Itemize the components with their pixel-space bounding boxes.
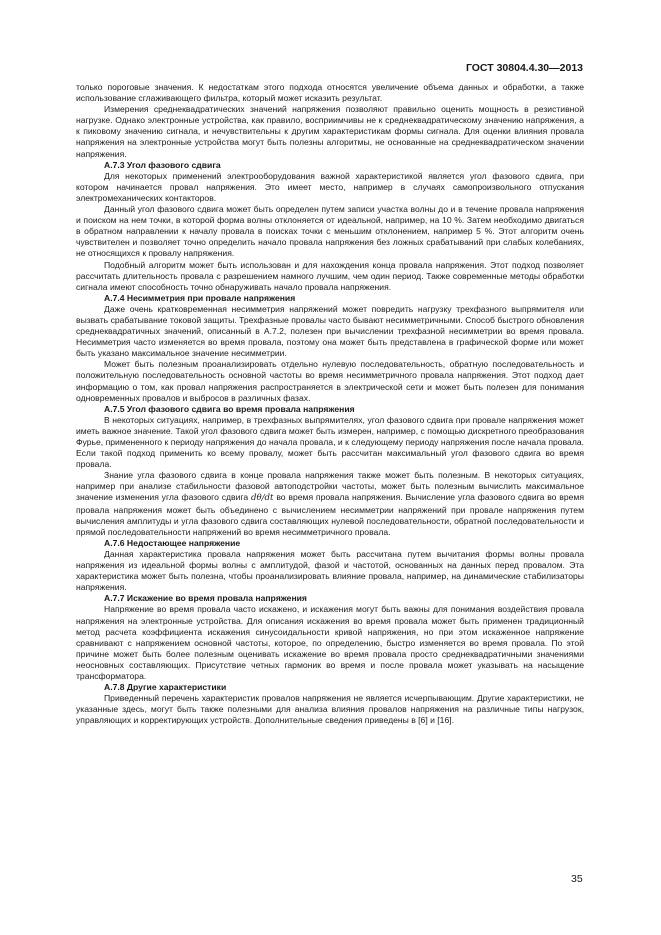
paragraph-text: Знание угла фазового сдвига в конце провала напряжения также может быть полезным. В некоторых ситуациях, например при анализе стабильности фазовой автоподстройки частоты, может быть полезным вычислить максимальное значение изменения угла фазового сдвига — [76, 470, 584, 503]
paragraph: Может быть полезным проанализировать отдельно нулевую последовательность, обратную последовательность и положительную последовательность основной частоты во время несимметричного провала напряжения. Этот подход дает информацию о том, как провал напряжения распространяется в электрической сети и может быть полезен для понимания одновременных провалов и выбросов в различных фазах. — [76, 359, 584, 403]
paragraph: Приведенный перечень характеристик провалов напряжения не является исчерпывающим. Другие характеристики, не указанные здесь, могут быть также полезными для анализа влияния провалов напряжения на различные типы нагрузок, управляющих и корректирующих устройств. Дополнительные сведения приведены в [6] и [16]. — [76, 693, 584, 726]
paragraph: Даже очень кратковременная несимметрия напряжений может повредить нагрузку трехфазного выпрямителя или вызвать срабатывание токовой защиты. Трехфазные провалы часто бывают несимметричными. Способ быстрого обновления среднеквадратичных значений, описанный в А.7.2, полезен при вычислении трехфазной несимметрии во время провала. Несимметрия часто изменяется во время провала, поэтому она может быть представлена в графической форме или может быть указано максимальное значение несимметрии. — [76, 303, 584, 359]
section-heading: А.7.6 Недостающее напряжение — [104, 537, 241, 548]
paragraph: Данная характеристика провала напряжения может быть рассчитана путем вычитания формы волны провала напряжения из идеальной формы волны с амплитудой, фазой и частотой, основанных на данных перед провалом. Эта характеристика может быть полезна, чтобы проанализировать влияние провала, например, на динамические стабилизаторы напряжения. — [76, 548, 584, 593]
paragraph — [76, 470, 584, 538]
document-header: ГОСТ 30804.4.30—2013 — [465, 62, 583, 74]
paragraph: Для некоторых применений электрооборудования важной характеристикой является угол фазового сдвига, при котором начинается провал напряжения. Это имеет место, например в случаях самопроизвольного отпускания электромеханических контакторов. — [76, 170, 584, 203]
paragraph: Измерения среднеквадратических значений напряжения позволяют правильно оценить мощность в резистивной нагрузке. Однако электронные устройства, как правило, восприимчивы не к среднеквадратическому значению напряжения, а к пиковому значению сигнала, и нечувствительны к другим характеристикам формы сигнала. Для оценки влияния провала напряжения на электронные устройства могут быть полезны алгоритмы, не основанные на среднеквадратическом значении напряжения. — [76, 104, 584, 159]
paragraph: Подобный алгоритм может быть использован и для нахождения конца провала напряжения. Этот подход позволяет рассчитать длительность провала с разрешением намного лучшим, чем один период. Также современные методы обработки сигнала имеют способность точно обнаруживать начало провала напряжения. — [76, 259, 584, 292]
paragraph: только пороговые значения. К недостаткам этого подхода относятся увеличение объема данных и обработки, а также использование сглаживающего фильтра, который может исказить результат. — [76, 82, 584, 104]
section-heading: А.7.5 Угол фазового сдвига во время провала напряжения — [104, 403, 355, 414]
section-heading: А.7.3 Угол фазового сдвига — [104, 159, 221, 170]
formula: dθ/dt — [250, 493, 274, 504]
section-heading: А.7.7 Искажение во время провала напряжения — [104, 593, 307, 604]
page-number: 35 — [571, 873, 583, 885]
paragraph: Данный угол фазового сдвига может быть определен путем записи участка волны до и в течение провала напряжения и поиском на нем точки, в которой форма волны отклоняется от идеальной, например, на 10 %. Затем необходимо двигаться в обратном направлении к началу провала в поисках точки с меньшим отклонением, например 5 %. Этот алгоритм очень чувствителен и позволяет точно определить начало провала напряжения без ложных срабатываний при слабых колебаниях, не относящихся к провалу напряжения. — [76, 204, 584, 259]
section-heading: А.7.4 Несимметрия при провале напряжения — [104, 292, 296, 303]
paragraph: В некоторых ситуациях, например, в трехфазных выпрямителях, угол фазового сдвига при провале напряжения может иметь важное значение. Такой угол фазового сдвига может быть измерен, например, с помощью дискретного преобразования Фурье, примененного к периоду напряжения до начала провала, и к следующему периоду напряжения после начала провала. Если такой подход применить ко всему провалу, может быть рассчитан максимальный угол фазового сдвига во время провала. — [76, 414, 584, 470]
paragraph-text: во время провала напряжения. Вычисление угла фазового сдвига во время провала напряжения может быть объединено с вычислением несимметрии напряжений при провале напряжения путем вычисления амплитуды и угла фазового сдвига составляющих нулевой последовательности, обратной последовательности и прямой последовательности напряжений во время несимметричного провала. — [76, 492, 584, 537]
section-heading: А.7.8 Другие характеристики — [104, 682, 227, 693]
document-body — [76, 82, 584, 726]
paragraph: Напряжение во время провала часто искажено, и искажения могут быть важны для понимания воздействия провала напряжения на электронные устройства. Для описания искажения во время провала может быть применен традиционный метод расчета коэффициента искажения синусоидальности кривой напряжения, но при этом искаженное напряжение сравнивают с напряжением основной частоты, которое, по определению, быстро изменяется во время провала. По этой причине может быть более полезным оценивать искажение во время провала просто среднеквадратичными значениями неосновных составляющих. Присутствие четных гармоник во время и после провала может указывать на насыщение трансформатора. — [76, 604, 584, 681]
